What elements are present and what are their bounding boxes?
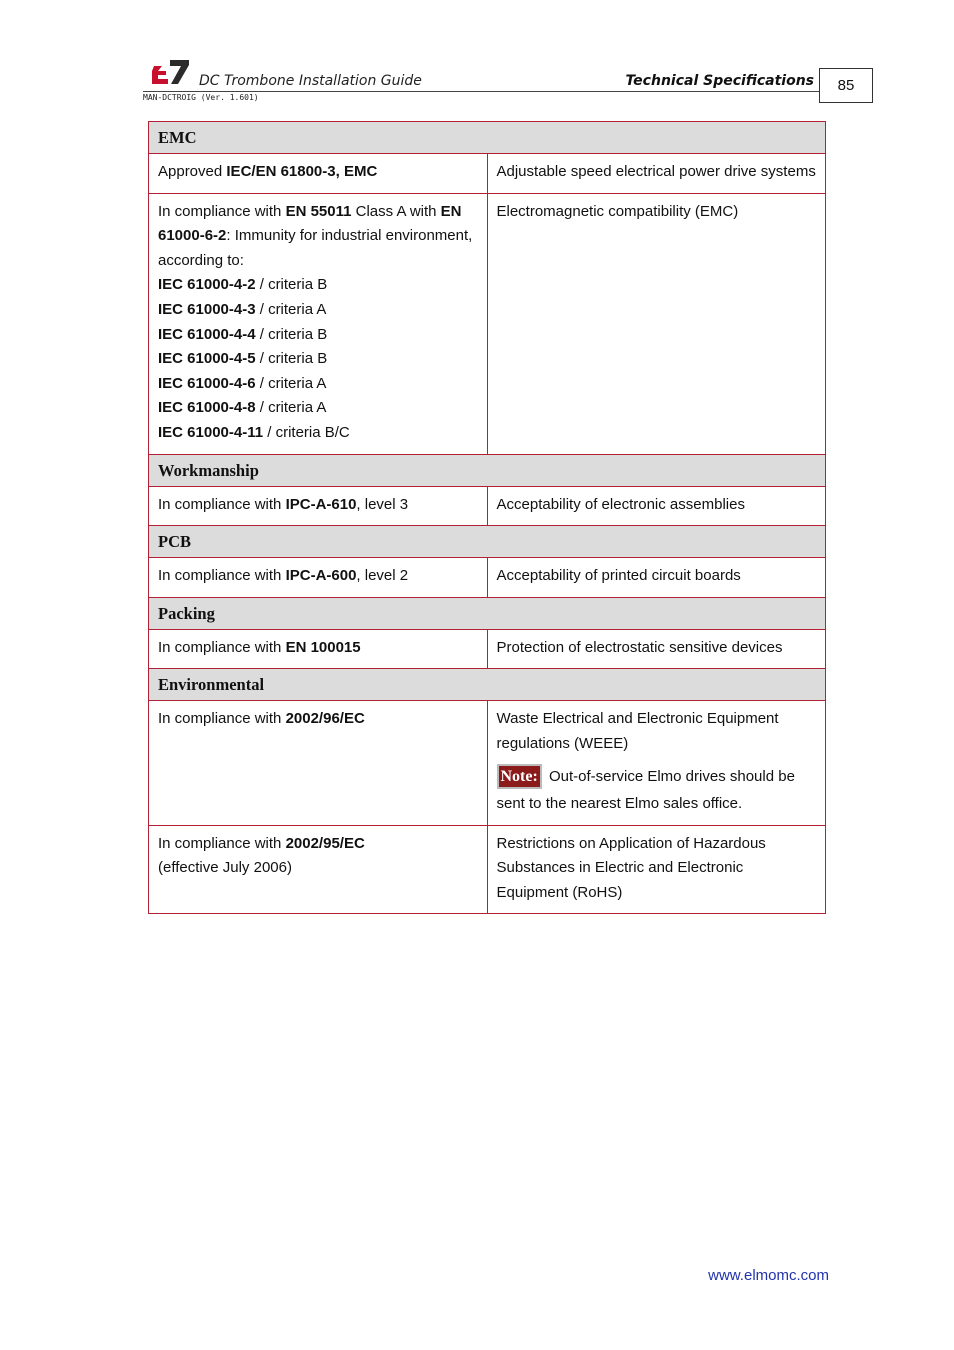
table-row — [149, 701, 826, 825]
standard-cell — [149, 701, 488, 825]
document-title: DC Trombone Installation Guide — [199, 73, 422, 89]
criteria-text: / criteria A — [255, 374, 327, 392]
website-link[interactable]: www.elmomc.com — [708, 1267, 829, 1284]
standard-suffix: , level 3 — [356, 495, 409, 513]
criteria-text: / criteria B — [255, 350, 328, 368]
section-header-row — [149, 122, 826, 154]
standard-prefix: In compliance with — [158, 710, 286, 728]
standard-suffix: : Immunity for industrial environment, according to: — [158, 227, 473, 269]
section-header-row — [149, 597, 826, 629]
section-title-emc: EMC — [149, 122, 826, 154]
criteria-item — [158, 424, 350, 441]
criteria-item — [158, 276, 327, 293]
standard-id: IEC 61000-4-6 — [158, 374, 256, 392]
specifications-table — [148, 121, 826, 914]
description-text: Waste Electrical and Electronic Equipment regulations (WEEE) — [496, 710, 779, 752]
effective-date: (effective July 2006) — [158, 859, 292, 877]
standard-id: 2002/96/EC — [285, 710, 365, 728]
section-header-row — [149, 669, 826, 701]
section-title-pcb: PCB — [149, 526, 826, 558]
table-row — [149, 154, 826, 194]
criteria-item — [158, 399, 326, 416]
standard-prefix: In compliance with — [158, 638, 286, 656]
standard-id: IPC-A-610 — [285, 495, 357, 513]
description-cell: Electromagnetic compatibility (EMC) — [487, 193, 826, 454]
criteria-text: / criteria A — [255, 399, 327, 417]
description-cell: Acceptability of electronic assemblies — [487, 486, 826, 526]
standard-cell — [149, 558, 488, 598]
section-header-row — [149, 526, 826, 558]
standard-id: IEC 61000-4-11 — [158, 423, 264, 441]
criteria-text: / criteria A — [255, 300, 327, 318]
description-cell: Adjustable speed electrical power drive systems — [487, 154, 826, 194]
standard-cell — [149, 486, 488, 526]
criteria-text: / criteria B — [255, 325, 328, 343]
section-title-workmanship: Workmanship — [149, 454, 826, 486]
standard-prefix: Approved — [158, 163, 227, 180]
section-title-packing: Packing — [149, 597, 826, 629]
standard-suffix: Class A with — [351, 202, 437, 220]
table-row — [149, 193, 826, 454]
standard-prefix: In compliance with — [158, 202, 286, 220]
standard-id: 2002/95/EC — [285, 834, 365, 852]
standard-id: IEC 61000-4-4 — [158, 325, 256, 343]
standard-id: IPC-A-600 — [285, 567, 357, 585]
section-title-environmental: Environmental — [149, 669, 826, 701]
standard-prefix: In compliance with — [158, 495, 286, 513]
criteria-item — [158, 375, 326, 392]
standard-cell — [149, 193, 488, 454]
description-cell: Protection of electrostatic sensitive devices — [487, 629, 826, 669]
table-row — [149, 825, 826, 914]
document-code: MAN-DCTROIG (Ver. 1.601) — [143, 93, 259, 102]
description-cell: Restrictions on Application of Hazardous Substances in Electric and Electronic Equipment (RoHS) — [487, 825, 826, 914]
criteria-item — [158, 301, 326, 318]
table-row — [149, 629, 826, 669]
page-number: 85 — [819, 68, 873, 103]
standard-prefix: In compliance with — [158, 567, 286, 585]
standard-id: EN 55011 — [285, 202, 352, 220]
elmo-logo-icon — [148, 58, 190, 88]
standard-cell — [149, 825, 488, 914]
standard-cell — [149, 154, 488, 194]
table-row — [149, 558, 826, 598]
standard-suffix: , level 2 — [356, 567, 409, 585]
standard-prefix: In compliance with — [158, 834, 286, 852]
standard-id: IEC 61000-4-8 — [158, 399, 256, 417]
chapter-title: Technical Specifications — [625, 73, 814, 89]
standard-id: IEC 61000-4-5 — [158, 350, 256, 368]
header-divider — [143, 91, 819, 92]
criteria-item — [158, 350, 327, 367]
page-header — [0, 0, 954, 110]
standard-id: IEC/EN 61800-3, EMC — [226, 163, 378, 180]
table-row — [149, 486, 826, 526]
description-cell — [487, 701, 826, 825]
note — [497, 763, 817, 817]
criteria-text: / criteria B/C — [263, 423, 350, 441]
standard-id: EN 100015 — [285, 638, 361, 656]
note-text: Out-of-service Elmo drives should be sent to the nearest Elmo sales office. — [496, 767, 795, 812]
standard-id: IEC 61000-4-3 — [158, 300, 256, 318]
description-cell: Acceptability of printed circuit boards — [487, 558, 826, 598]
section-header-row — [149, 454, 826, 486]
standard-id: IEC 61000-4-2 — [158, 276, 256, 294]
criteria-item — [158, 326, 327, 343]
standard-id: EN 61000-6-2 — [158, 202, 462, 245]
criteria-text: / criteria B — [255, 276, 328, 294]
standard-cell — [149, 629, 488, 669]
note-label: Note: — [497, 764, 542, 789]
